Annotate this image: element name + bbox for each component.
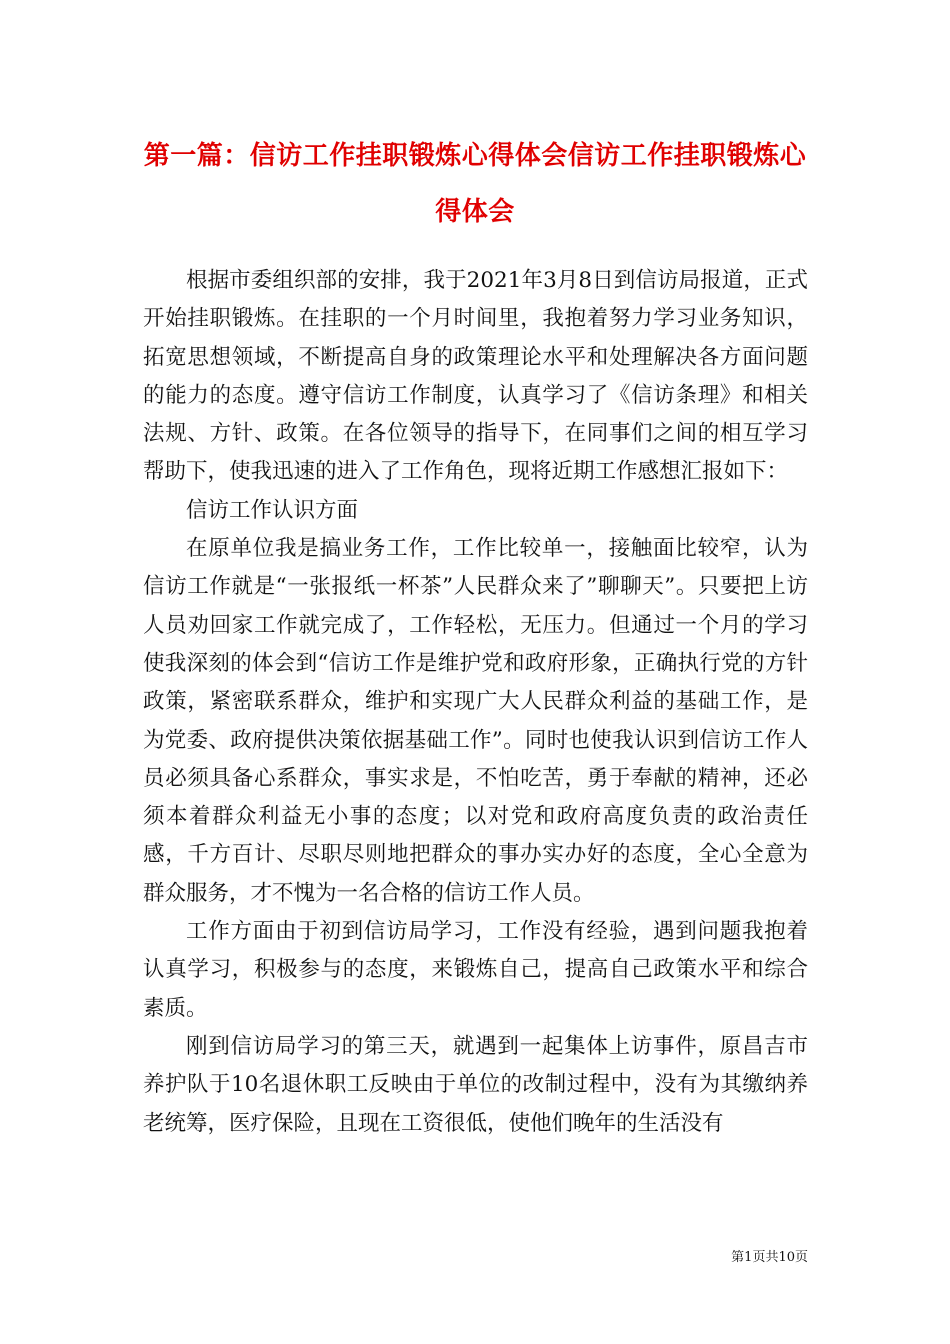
paragraph-intro: 根据市委组织部的安排，我于2021年3月8日到信访局报道，正式开始挂职锻炼。在挂职的一个月时间里，我抱着努力学习业务知识，拓宽思想领域，不断提高自身的政策理论水平和处理解决各方面问题的能力的态度。遵守信访工作制度，认真学习了《信访条理》和相关法规、方针、政策。在各位领导的指导下，在同事们之间的相互学习帮助下，使我迅速的进入了工作角色，现将近期工作感想汇报如下： [143, 268, 808, 485]
document-body [143, 262, 808, 1143]
document-title: 第一篇：信访工作挂职锻炼心得体会信访工作挂职锻炼心得体会 [143, 141, 807, 227]
paragraph-work: 工作方面由于初到信访局学习，工作没有经验，遇到问题我抱着认真学习，积极参与的态度，来锻炼自己，提高自己政策水平和综合素质。 [143, 919, 808, 1021]
paragraph-understanding: 在原单位我是搞业务工作，工作比较单一，接触面比较窄，认为信访工作就是“一张报纸一杯茶”人民群众来了”聊聊天”。只要把上访人员劝回家工作就完成了，工作轻松，无压力。但通过一个月的学习使我深刻的体会到“信访工作是维护党和政府形象，正确执行党的方针政策，紧密联系群众，维护和实现广大人民群众利益的基础工作，是为党委、政府提供决策依据基础工作”。同时也使我认识到信访工作人员必须具备心系群众，事实求是，不怕吃苦，勇于奉献的精神，还必须本着群众利益无小事的态度；以对党和政府高度负责的政治责任感，千方百计、尽职尽则地把群众的事办实办好的态度，全心全意为群众服务，才不愧为一名合格的信访工作人员。 [143, 536, 808, 906]
page-number-footer: 第1页共10页 [731, 1250, 808, 1265]
paragraph-incident: 刚到信访局学习的第三天，就遇到一起集体上访事件，原昌吉市养护队于10名退休职工反映由于单位的改制过程中，没有为其缴纳养老统筹，医疗保险，且现在工资很低，使他们晚年的生活没有 [143, 1033, 808, 1136]
section-heading: 信访工作认识方面 [186, 497, 359, 523]
